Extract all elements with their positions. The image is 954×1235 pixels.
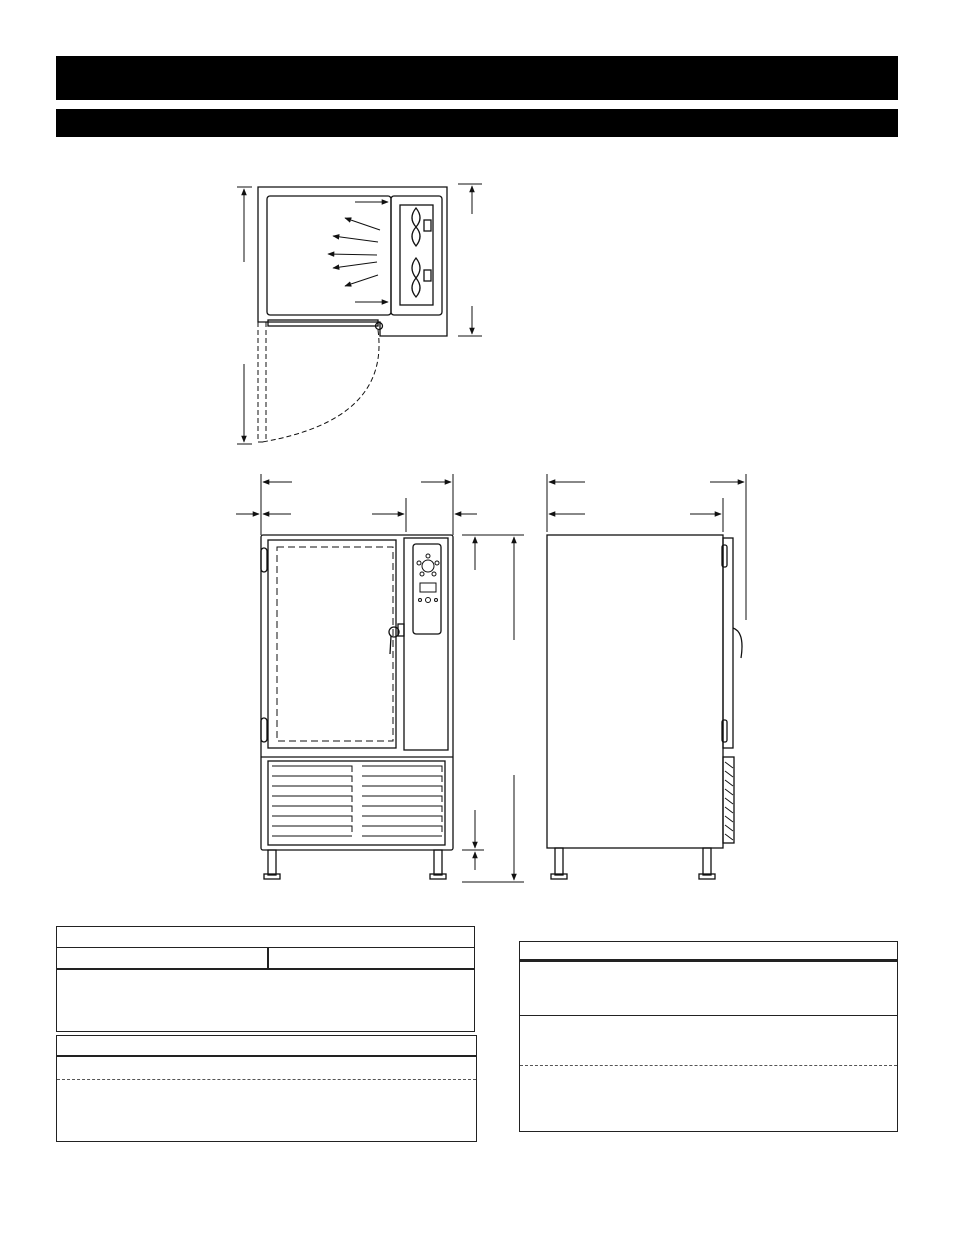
airflow-arrows: [328, 202, 388, 302]
column-divider: [267, 948, 269, 968]
spec-table-c: [519, 941, 898, 1132]
spec-table-a-header: [57, 927, 474, 948]
door-swing: [258, 322, 379, 442]
spec-table-b-header: [57, 1036, 476, 1057]
side-view-drawing: [547, 474, 746, 879]
side-view-dimensions: [547, 474, 746, 620]
spec-table-b-row-1: [57, 1057, 476, 1080]
spec-table-c-row-3: [520, 1066, 897, 1128]
spec-table-c-row-1: [520, 962, 897, 1016]
fan-icon: [412, 258, 431, 297]
spec-table-c-row-2: [520, 1016, 897, 1066]
spec-table-a: [56, 926, 475, 1032]
spec-table-a-body: [57, 970, 474, 1030]
spec-table-b-row-2: [57, 1080, 476, 1138]
spec-table-c-header: [520, 942, 897, 962]
side-legs: [551, 848, 715, 879]
fan-icon: [412, 208, 431, 246]
side-louvers: [725, 762, 733, 840]
spec-table-b: [56, 1035, 477, 1142]
control-dial-icon: [417, 554, 439, 603]
legs: [264, 850, 446, 879]
top-view-drawing: [237, 184, 482, 444]
spec-table-a-columns: [57, 948, 474, 970]
front-view-drawing: [236, 474, 524, 882]
louvers: [272, 766, 442, 836]
